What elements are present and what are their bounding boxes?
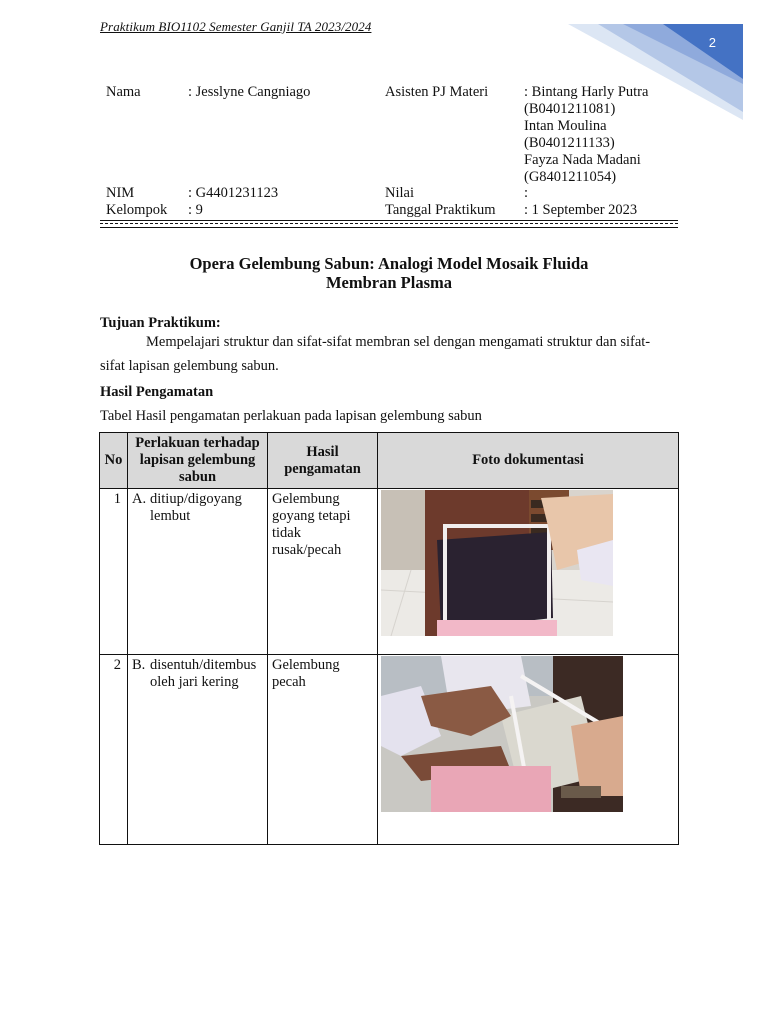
row-result: Gelembung goyang tetapi tidak rusak/pecah [268, 489, 378, 655]
title-line: Membran Plasma [325, 273, 453, 292]
header-treatment: Perlakuan terhadap lapisan gelembung sabun [128, 433, 268, 489]
row-photo [378, 489, 679, 655]
document-title [100, 254, 678, 292]
treatment-text: ditiup/digoyang lembut [150, 491, 242, 524]
hasil-heading: Hasil Pengamatan [100, 384, 214, 400]
header-result: Hasil pengamatan [268, 433, 378, 489]
kelompok-label: Kelompok [106, 202, 168, 218]
table-row [100, 489, 679, 655]
photo-bubble-blown [381, 490, 613, 636]
tanggal-label: Tanggal Praktikum [385, 202, 496, 218]
tujuan-heading: Tujuan Praktikum: [100, 315, 221, 331]
nim-value: : G4401231123 [188, 185, 279, 201]
row-result: Gelembung pecah [268, 655, 378, 845]
photo-bubble-touched [381, 656, 623, 812]
tanggal-value: : 1 September 2023 [524, 202, 638, 218]
page-number: 2 [708, 35, 716, 50]
table-caption: Tabel Hasil pengamatan perlakuan pada lapisan gelembung sabun [100, 408, 482, 424]
asisten-line: Intan Moulina [524, 118, 607, 134]
nama-label: Nama [106, 84, 141, 100]
kelompok-value: : 9 [188, 202, 203, 218]
asisten-line: Fayza Nada Madani [524, 152, 641, 168]
header-no: No [100, 433, 128, 489]
asisten-line: (B0401211133) [524, 135, 615, 151]
nilai-value: : [524, 185, 529, 201]
header-photo: Foto dokumentasi [378, 433, 679, 489]
treatment-letter: B. [132, 657, 146, 673]
double-separator [100, 220, 678, 228]
row-treatment [128, 655, 268, 845]
results-table [99, 432, 679, 845]
asisten-label: Asisten PJ Materi [385, 84, 489, 100]
row-number: 2 [100, 655, 128, 845]
row-number: 1 [100, 489, 128, 655]
title-line: Opera Gelembung Sabun: Analogi Model Mosaik Fluida [189, 254, 589, 273]
row-treatment [128, 489, 268, 655]
nilai-label: Nilai [385, 185, 414, 201]
asisten-line: : Bintang Harly Putra [524, 84, 649, 100]
table-header-row [100, 433, 679, 489]
running-header: Praktikum BIO1102 Semester Ganjil TA 2023/2024 [100, 19, 372, 34]
treatment-letter: A. [132, 491, 147, 507]
asisten-line: (G8401211054) [524, 169, 617, 185]
tujuan-text: Mempelajari struktur dan sifat-sifat membran sel dengan mengamati struktur dan sifat-sifat lapisan gelembung sabun. [100, 334, 651, 374]
treatment-text: disentuh/ditembus oleh jari kering [150, 657, 257, 690]
asisten-line: (B0401211081) [524, 101, 616, 117]
table-row [100, 655, 679, 845]
nama-value: : Jesslyne Cangniago [188, 84, 311, 100]
nim-label: NIM [106, 185, 135, 201]
row-photo [378, 655, 679, 845]
